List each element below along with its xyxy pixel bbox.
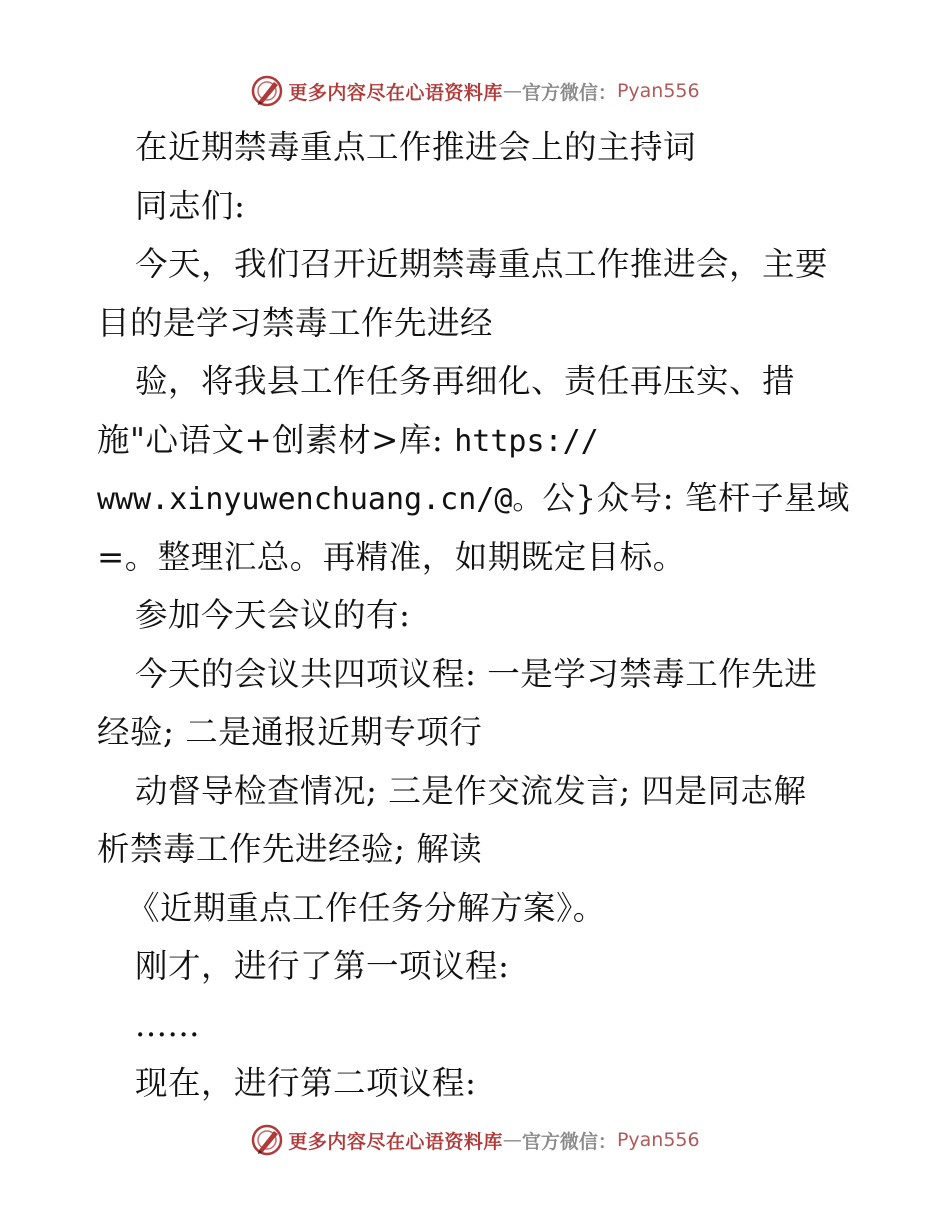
paragraph-9: 现在，进行第二项议程: [135, 1064, 477, 1102]
pen-logo-icon [250, 74, 284, 108]
greeting: 同志们: [135, 186, 246, 225]
footer-banner-dash: — [502, 1129, 522, 1151]
url-part-2: www.xinyuwenchuang.cn/@。 [97, 482, 543, 517]
header-banner-id: Pyan556 [616, 80, 700, 102]
paragraph-3: 参加今天会议的有: [135, 596, 411, 634]
footer-banner-main: 更多内容尽在心语资料库 [288, 1130, 503, 1153]
paragraph-1-line-1: 今天，我们召开近期禁毒重点工作推进会，主要 [135, 245, 829, 283]
paragraph-7: 刚才，进行了第一项议程: [135, 947, 510, 985]
url-part-1: https:// [454, 423, 599, 459]
header-banner-dash: — [502, 80, 522, 102]
footer-banner [0, 1120, 950, 1160]
paragraph-8-ellipsis: ...... [135, 1005, 200, 1044]
paragraph-2-line-3-suffix: 公}众号: 笔杆子星域 [542, 479, 850, 517]
document-title: 在近期禁毒重点工作推进会上的主持词 [135, 128, 697, 166]
paragraph-2-line-4: =。整理汇总。再精准，如期既定目标。 [97, 537, 686, 576]
paragraph-2-line-1: 验，将我县工作任务再细化、责任再压实、措 [135, 362, 796, 400]
footer-banner-text [288, 1127, 699, 1154]
header-banner [0, 71, 950, 111]
paragraph-4-line-1: 今天的会议共四项议程: 一是学习禁毒工作先进 [135, 654, 818, 693]
paragraph-5-line-2: 析禁毒工作先进经验; 解读 [97, 830, 483, 868]
header-banner-main: 更多内容尽在心语资料库 [288, 81, 503, 104]
paragraph-5-line-1: 动督导检查情况; 三是作交流发言; 四是同志解 [135, 771, 807, 810]
footer-banner-official: 官方微信： [521, 1130, 617, 1153]
pen-logo-icon [250, 1123, 284, 1157]
document-body [97, 118, 857, 1113]
paragraph-2-line-2 [97, 411, 857, 470]
paragraph-4-line-2: 经验; 二是通报近期专项行 [97, 713, 483, 751]
paragraph-1-line-2: 目的是学习禁毒工作先进经 [97, 303, 494, 342]
paragraph-2-line-3 [97, 469, 857, 528]
header-banner-official: 官方微信： [521, 81, 617, 104]
header-banner-text [288, 78, 699, 105]
paragraph-2-line-2-prefix: 施"心语文+创素材>库: [97, 420, 444, 459]
paragraph-6: 《近期重点工作任务分解方案》。 [127, 888, 606, 927]
footer-banner-id: Pyan556 [616, 1129, 700, 1151]
